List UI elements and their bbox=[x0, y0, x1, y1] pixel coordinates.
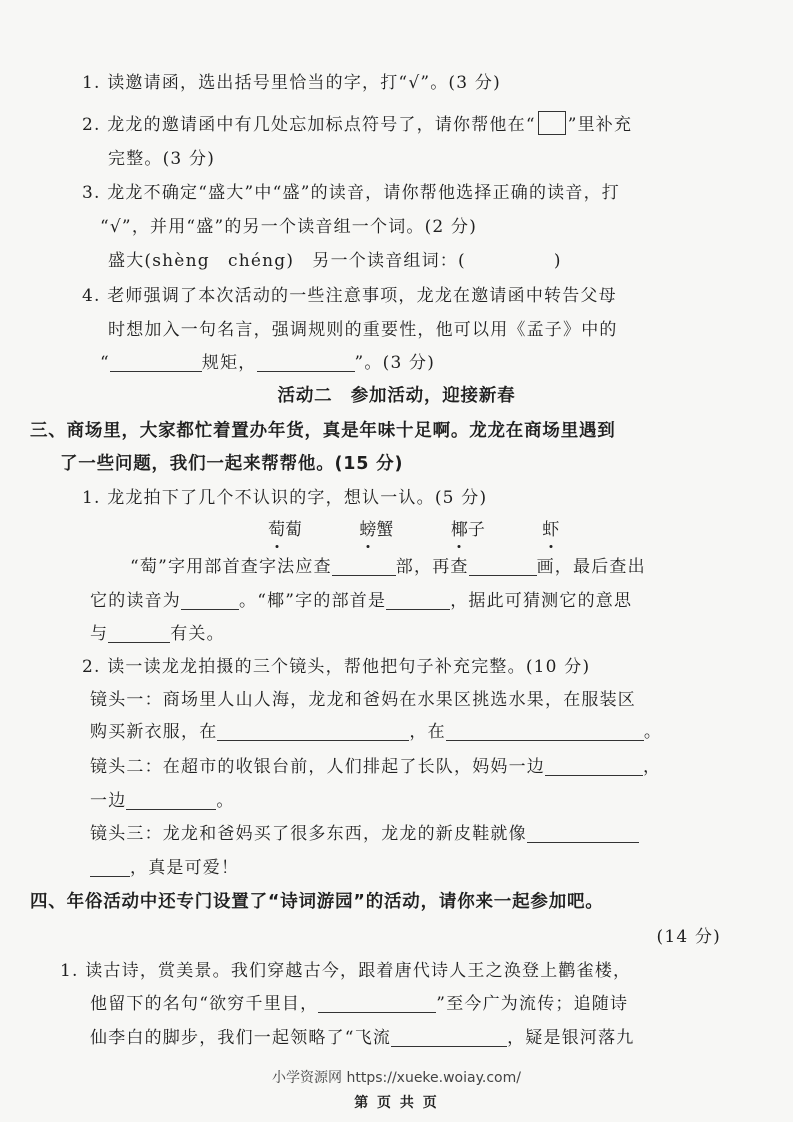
question-2-2: 2. 龙龙的邀请函中有几处忘加标点符号了，请你帮他在“ ”里补充 bbox=[82, 111, 632, 136]
pinyin-choice-line: 盛大(shèng chéng) 另一个读音组词：( ) bbox=[108, 251, 562, 271]
radical-line-2: 它的读音为 。“椰”字的部首是 ，据此可猜测它的意思 bbox=[90, 591, 633, 611]
shot-1-cont: 购买新衣服，在 ，在 。 bbox=[90, 722, 663, 742]
question-2-4-cont: 时想加入一句名言，强调规则的重要性，他可以用《孟子》中的 bbox=[108, 320, 618, 340]
section-4-heading: 四、年俗活动中还专门设置了“诗词游园”的活动，请你来一起参加吧。 bbox=[30, 892, 604, 912]
answer-blank[interactable] bbox=[446, 722, 644, 741]
section-3-heading-cont: 了一些问题，我们一起来帮帮他。(15 分) bbox=[60, 454, 404, 474]
question-2-3: 3. 龙龙不确定“盛大”中“盛”的读音，请你帮他选择正确的读音，打 bbox=[82, 183, 620, 203]
answer-blank[interactable] bbox=[110, 353, 202, 372]
radical-line-1: “萄”字用部首查字法应查 部，再查 画，最后查出 bbox=[130, 557, 646, 577]
shot-2-cont: 一边 。 bbox=[90, 791, 235, 811]
question-2-4-blanks: “ 规矩， ”。(3 分) bbox=[100, 353, 436, 373]
shot-2: 镜头二：在超市的收银台前，人们排起了长队，妈妈一边 ， bbox=[90, 757, 662, 777]
section-4-score: (14 分) bbox=[656, 927, 721, 947]
footer-url: 小学资源网 https://xueke.woiay.com/ bbox=[272, 1070, 521, 1086]
answer-blank[interactable] bbox=[126, 791, 216, 810]
question-2-4: 4. 老师强调了本次活动的一些注意事项，龙龙在邀请函中转告父母 bbox=[82, 286, 617, 306]
char-word: 虾 bbox=[542, 520, 560, 540]
shot-3-cont: ，真是可爱！ bbox=[90, 857, 239, 879]
char-word: 蔔 bbox=[285, 520, 302, 540]
question-4-1-cont: 他留下的名句“欲穷千里目， ”至今广为流传；追随诗 bbox=[90, 994, 629, 1014]
character-list bbox=[268, 519, 559, 541]
answer-blank[interactable] bbox=[181, 591, 239, 610]
answer-blank[interactable] bbox=[332, 557, 396, 576]
answer-blank[interactable] bbox=[90, 858, 130, 877]
answer-blank[interactable] bbox=[108, 624, 170, 643]
answer-blank[interactable] bbox=[469, 557, 537, 576]
question-3-2: 2. 读一读龙龙拍摄的三个镜头，帮他把句子补充完整。(10 分) bbox=[82, 657, 591, 677]
char-word: 椰 bbox=[450, 520, 468, 540]
question-2-1: 1. 读邀请函，选出括号里恰当的字，打“√”。(3 分) bbox=[82, 73, 501, 93]
shot-3: 镜头三：龙龙和爸妈买了很多东西，龙龙的新皮鞋就像 bbox=[90, 823, 639, 845]
footer-page-number: 第 页 共 页 bbox=[354, 1095, 439, 1111]
shot-1: 镜头一：商场里人山人海，龙龙和爸妈在水果区挑选水果，在服装区 bbox=[90, 690, 636, 710]
question-4-1: 1. 读古诗，赏美景。我们穿越古今，跟着唐代诗人王之涣登上鹳雀楼， bbox=[60, 961, 632, 981]
section-3-heading: 三、商场里，大家都忙着置办年货，真是年味十足啊。龙龙在商场里遇到 bbox=[30, 421, 616, 441]
char-word: 萄 bbox=[268, 520, 285, 540]
answer-blank[interactable] bbox=[257, 353, 355, 372]
char-word: 螃 bbox=[359, 520, 377, 540]
char-word: 蟹 bbox=[376, 520, 394, 540]
answer-blank[interactable] bbox=[318, 994, 436, 1013]
answer-blank[interactable] bbox=[217, 722, 409, 741]
question-3-1: 1. 龙龙拍下了几个不认识的字，想认一认。(5 分) bbox=[82, 488, 488, 508]
activity-title: 活动二 参加活动，迎接新春 bbox=[277, 386, 516, 406]
answer-blank[interactable] bbox=[391, 1028, 507, 1047]
answer-blank[interactable] bbox=[545, 757, 643, 776]
question-4-1-cont-2: 仙李白的脚步，我们一起领略了“飞流 ，疑是银河落九 bbox=[90, 1028, 635, 1048]
answer-box[interactable] bbox=[538, 111, 566, 135]
radical-line-3: 与 有关。 bbox=[90, 624, 225, 644]
question-2-2-cont: 完整。(3 分) bbox=[108, 149, 216, 169]
answer-blank[interactable] bbox=[386, 591, 450, 610]
answer-blank[interactable] bbox=[527, 824, 639, 843]
question-2-3-cont: “√”，并用“盛”的另一个读音组一个词。(2 分) bbox=[100, 217, 478, 237]
char-word: 子 bbox=[467, 520, 485, 540]
